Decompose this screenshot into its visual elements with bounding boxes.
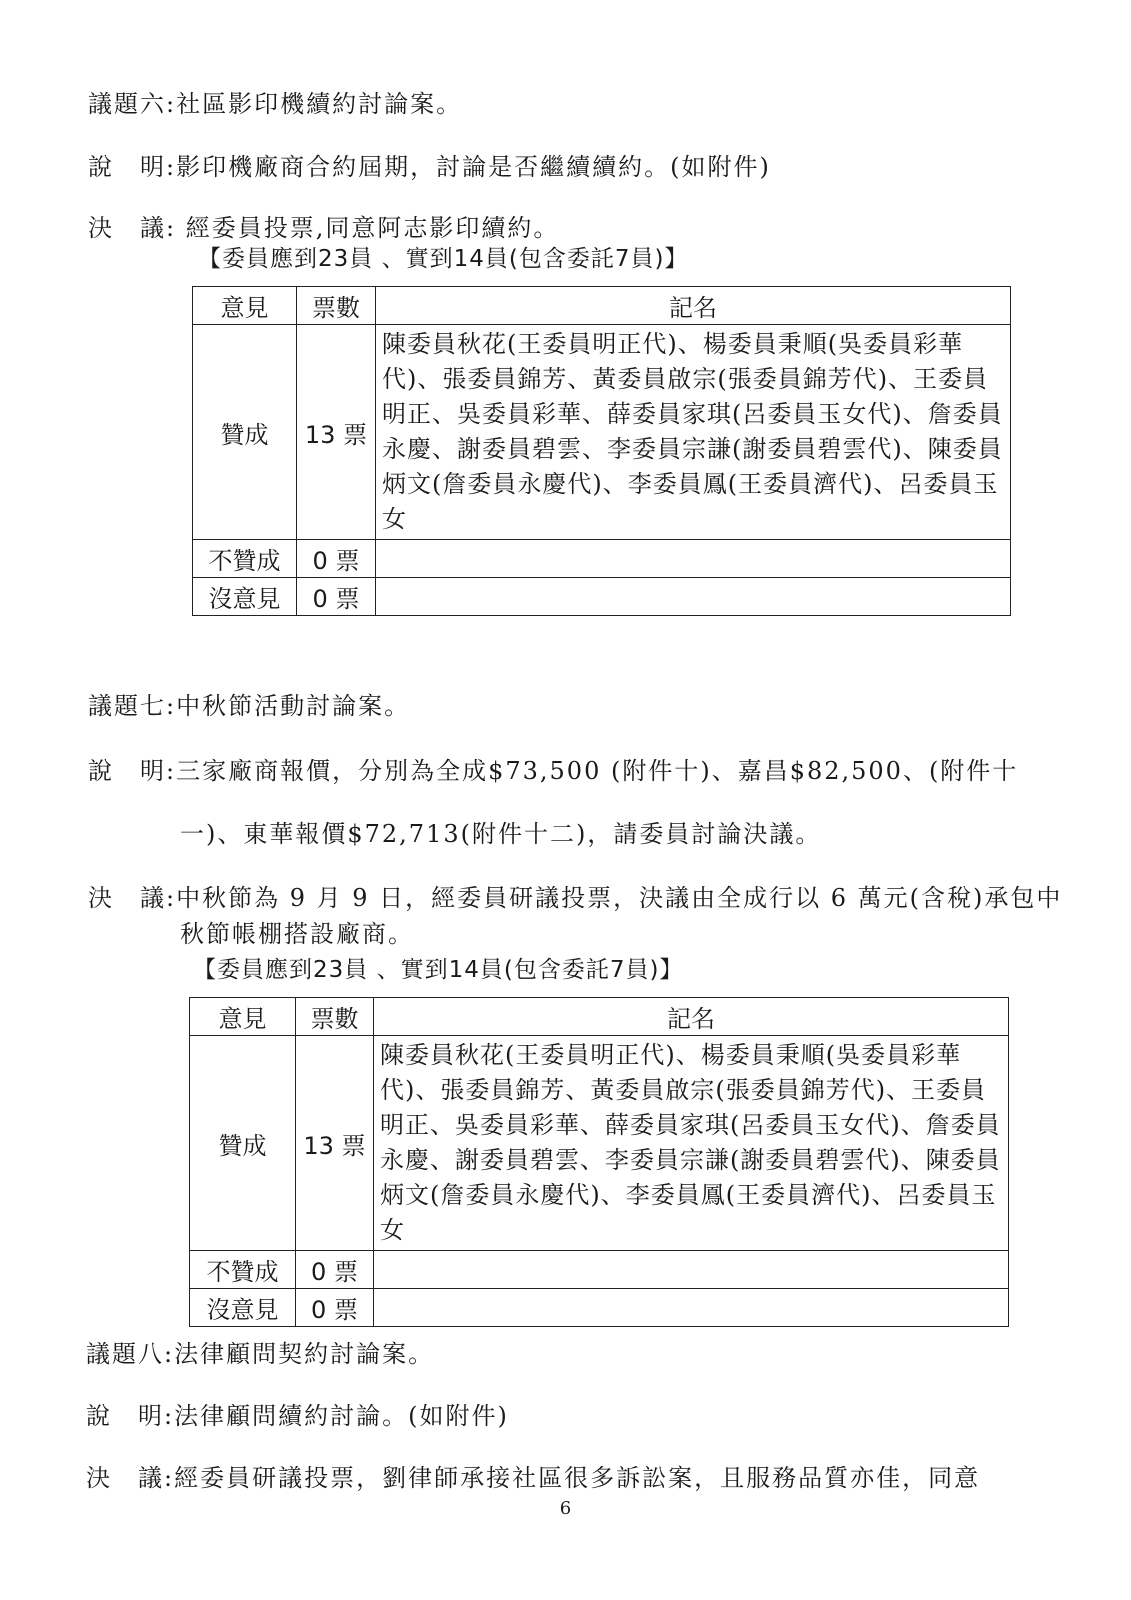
issue7-attendance: 【委員應到23員 、實到14員(包含委託7員)】: [193, 957, 684, 983]
issue6-title-text: 社區影印機續約討論案。: [176, 90, 463, 118]
table-header-row: [193, 287, 1011, 325]
count-cell: 0 票: [297, 540, 376, 578]
issue6-explain-label: 說 明:: [88, 153, 177, 181]
issue6-resolve-label: 決 議:: [88, 214, 177, 242]
header-opinion: 意見: [190, 998, 296, 1036]
page-number: 6: [559, 1498, 572, 1519]
issue6-explain-text: 影印機廠商合約屆期，討論是否繼續續約。(如附件): [176, 153, 771, 181]
header-count: 票數: [296, 998, 374, 1036]
table-header-row: [190, 998, 1009, 1036]
header-names: 記名: [376, 287, 1011, 325]
names-cell: [374, 1251, 1009, 1289]
table-row: [190, 1289, 1009, 1327]
opinion-cell: 贊成: [190, 1036, 296, 1251]
issue7-resolve-label: 決 議:: [88, 884, 177, 912]
table-row: [193, 540, 1011, 578]
opinion-cell: 不贊成: [190, 1251, 296, 1289]
table-row: [193, 578, 1011, 616]
names-cell: [374, 1289, 1009, 1327]
opinion-cell: 贊成: [193, 325, 297, 540]
issue7-explain-line2: 一)、東華報價$72,713(附件十二)，請委員討論決議。: [180, 820, 822, 848]
issue7-explain-text1: 三家廠商報價，分別為全成$73,500 (附件十)、嘉昌$82,500、(附件十: [176, 757, 1019, 785]
issue6-title: [88, 84, 462, 119]
issue6-vote-table: [192, 286, 1011, 616]
table-row: [190, 1036, 1009, 1251]
issue8-explain: [86, 1396, 509, 1431]
issue7-title-label: 議題七:: [88, 692, 177, 720]
issue7-vote-table: [189, 997, 1009, 1327]
issue7-resolve-line1: [88, 878, 1062, 913]
issue6-resolve-text: 經委員投票,同意阿志影印續約。: [176, 214, 560, 242]
issue7-title: [88, 686, 410, 721]
count-cell: 13 票: [297, 325, 376, 540]
table-row: [193, 325, 1011, 540]
count-cell: 0 票: [297, 578, 376, 616]
opinion-cell: 不贊成: [193, 540, 297, 578]
issue8-resolve-label: 決 議:: [86, 1464, 175, 1492]
header-opinion: 意見: [193, 287, 297, 325]
issue7-explain-label: 說 明:: [88, 757, 177, 785]
issue8-title-label: 議題八:: [86, 1340, 175, 1368]
names-cell: [376, 540, 1011, 578]
table-row: [190, 1251, 1009, 1289]
issue7-resolve-text1: 中秋節為 9 月 9 日，經委員研議投票，決議由全成行以 6 萬元(含稅)承包中: [176, 884, 1063, 912]
issue6-attendance: 【委員應到23員 、實到14員(包含委託7員)】: [198, 246, 689, 272]
names-cell: [376, 578, 1011, 616]
count-cell: 0 票: [296, 1289, 374, 1327]
issue8-resolve-text: 經委員研議投票，劉律師承接社區很多訴訟案，且服務品質亦佳，同意: [174, 1464, 981, 1492]
count-cell: 13 票: [296, 1036, 374, 1251]
issue6-resolve: [88, 208, 559, 243]
opinion-cell: 沒意見: [190, 1289, 296, 1327]
names-cell: 陳委員秋花(王委員明正代)、楊委員秉順(吳委員彩華代)、張委員錦芳、黃委員啟宗(張委員錦芳代)、王委員明正、吳委員彩華、薛委員家琪(呂委員玉女代)、詹委員永慶、謝委員碧雲、李委員宗謙(謝委員碧雲代)、陳委員炳文(詹委員永慶代)、李委員鳳(王委員濟代)、呂委員玉女: [374, 1036, 1009, 1251]
opinion-cell: 沒意見: [193, 578, 297, 616]
issue8-explain-label: 說 明:: [86, 1402, 175, 1430]
issue7-explain-line1: [88, 751, 1018, 786]
header-names: 記名: [374, 998, 1009, 1036]
issue8-resolve: [86, 1458, 980, 1493]
header-count: 票數: [297, 287, 376, 325]
count-cell: 0 票: [296, 1251, 374, 1289]
issue8-title: [86, 1334, 434, 1369]
issue7-title-text: 中秋節活動討論案。: [176, 692, 411, 720]
issue8-title-text: 法律顧問契約討論案。: [174, 1340, 435, 1368]
issue7-resolve-line2: 秋節帳棚搭設廠商。: [180, 920, 414, 948]
names-cell: 陳委員秋花(王委員明正代)、楊委員秉順(吳委員彩華代)、張委員錦芳、黃委員啟宗(張委員錦芳代)、王委員明正、吳委員彩華、薛委員家琪(呂委員玉女代)、詹委員永慶、謝委員碧雲、李委員宗謙(謝委員碧雲代)、陳委員炳文(詹委員永慶代)、李委員鳳(王委員濟代)、呂委員玉女: [376, 325, 1011, 540]
issue6-explain: [88, 147, 771, 182]
issue8-explain-text: 法律顧問續約討論。(如附件): [174, 1402, 509, 1430]
issue6-title-label: 議題六:: [88, 90, 177, 118]
